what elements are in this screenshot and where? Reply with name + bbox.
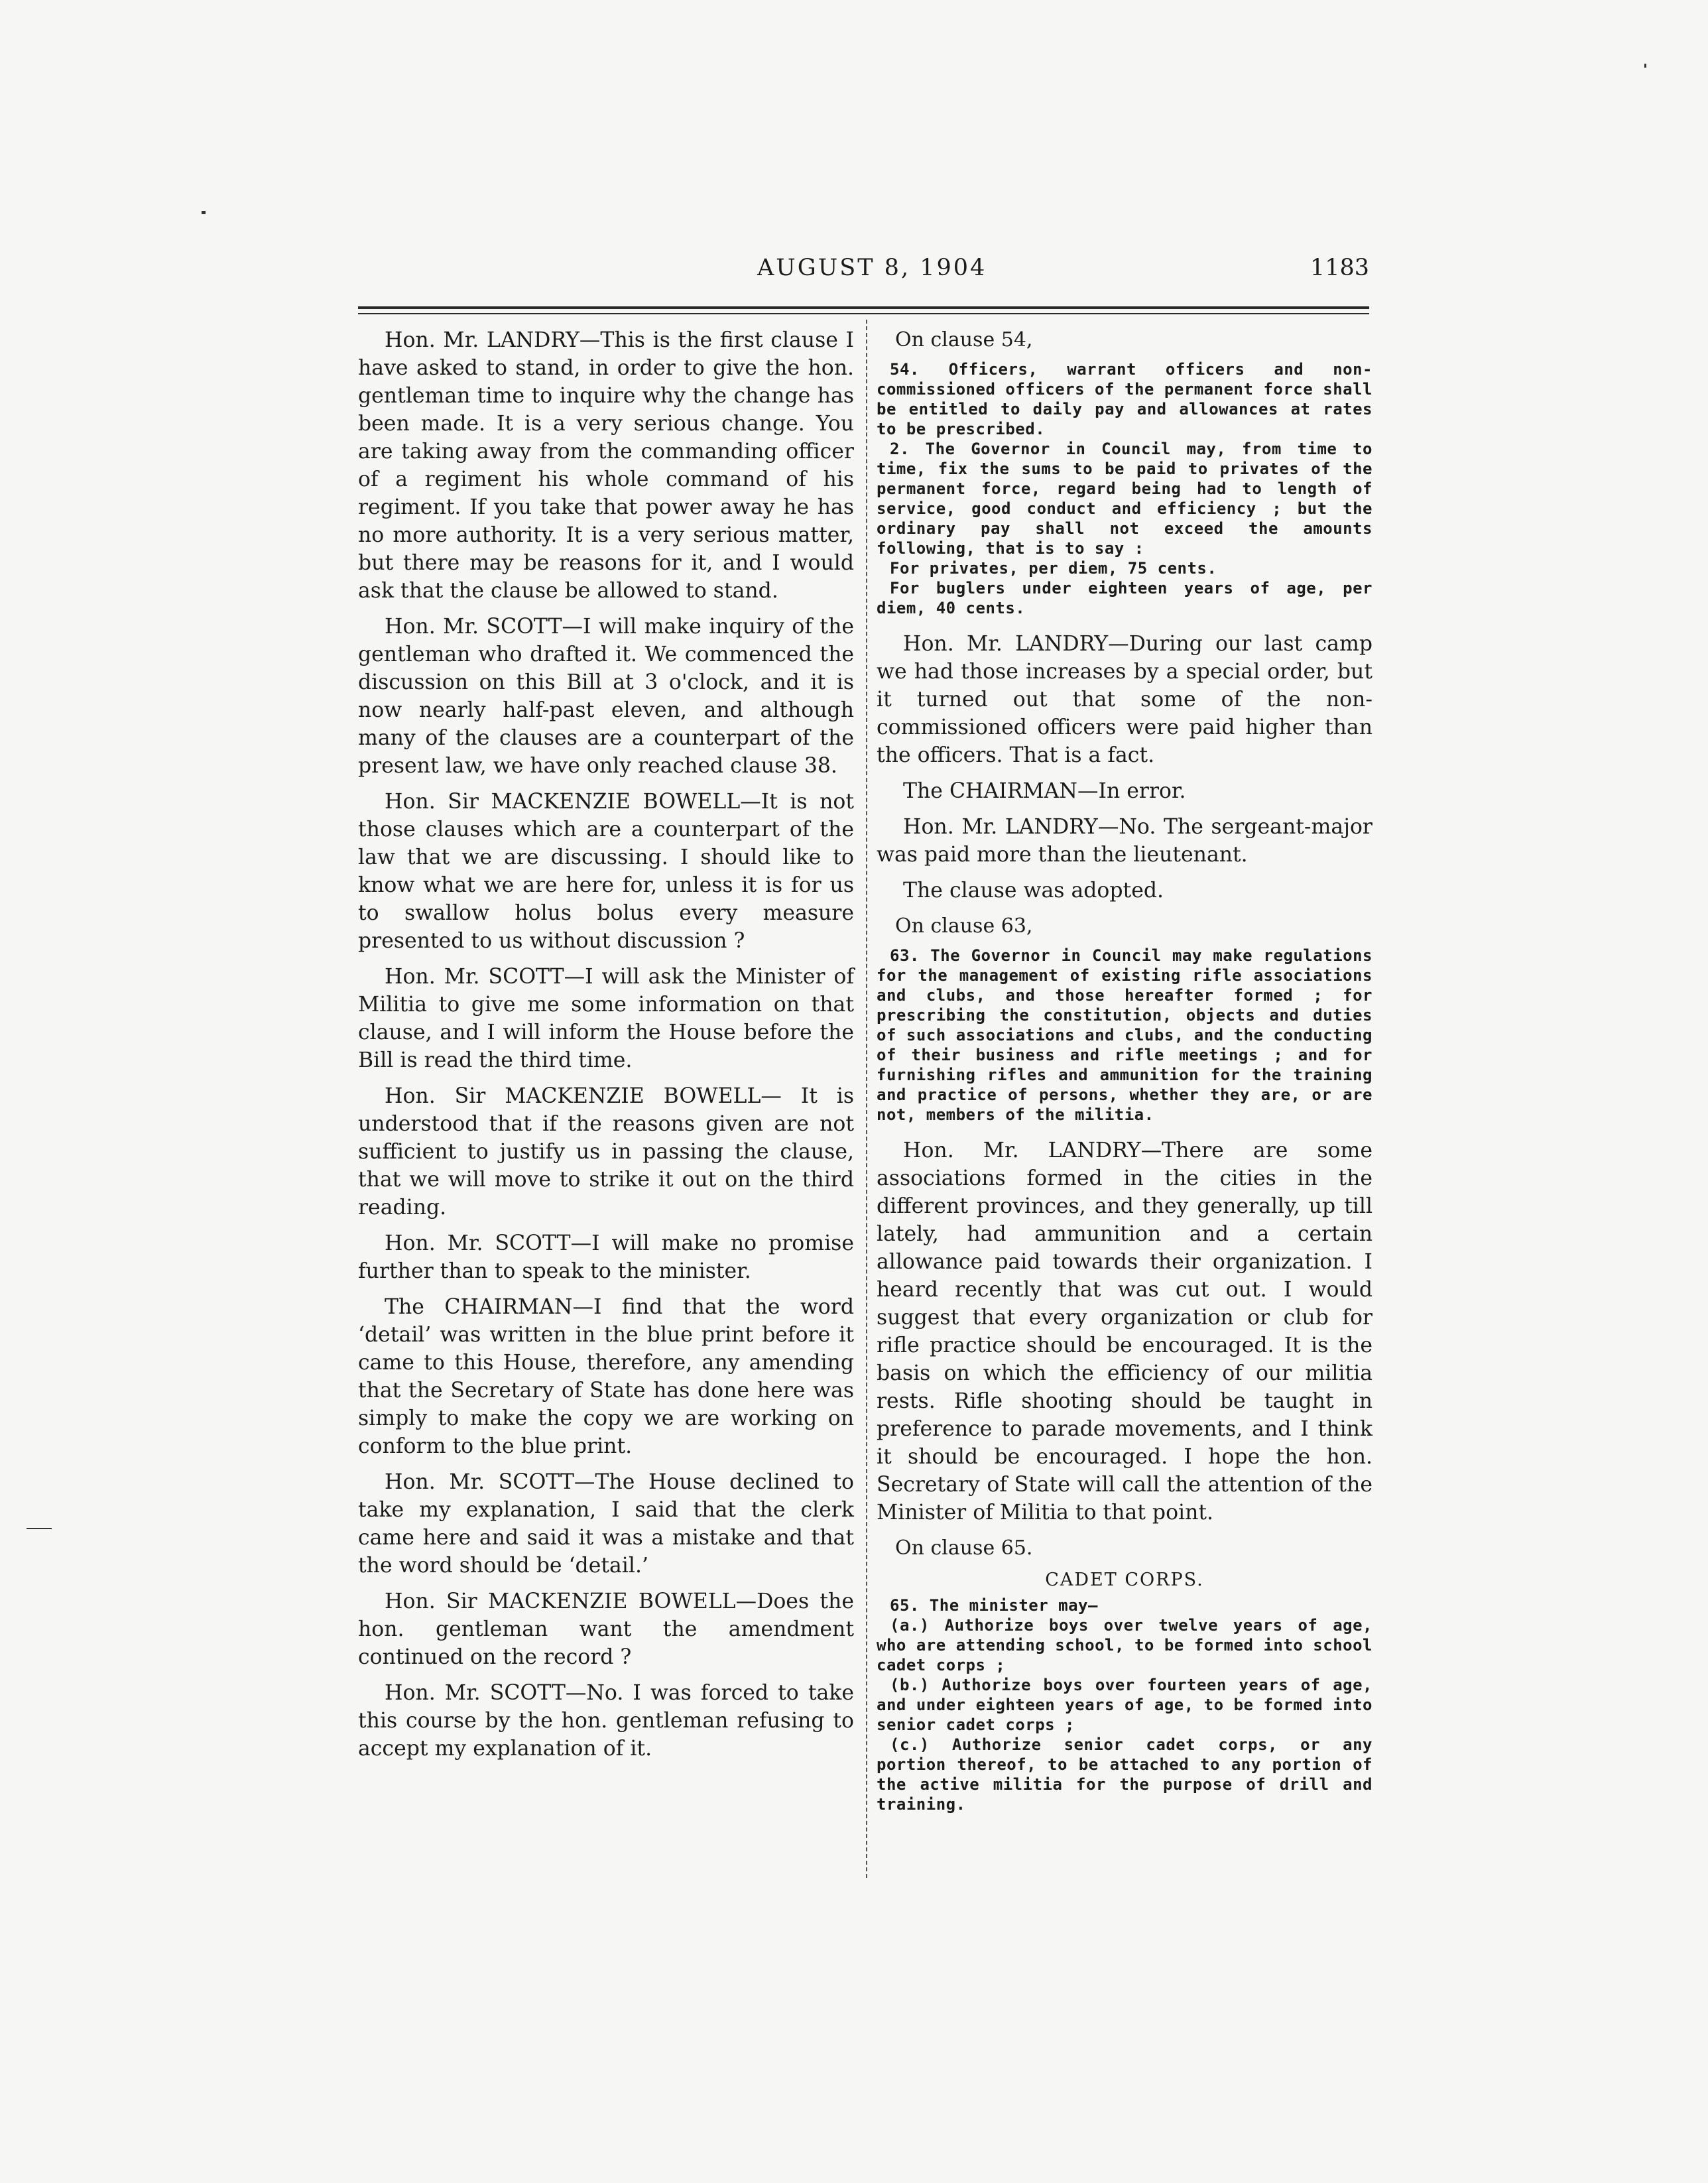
clause-paragraph: (b.) Authorize boys over fourteen years of age, and under eighteen years of age, to be formed into senior cadet corps ; [877, 1676, 1372, 1734]
scan-speck [202, 211, 206, 214]
speech-bowell: Hon. Sir MACKENZIE BOWELL—It is not those clauses which are a counterpart of the law that we are discussing. I should like to know what we are here for, unless it is for us to swallow holus bolus every measure presented to us without discussion ? [358, 790, 854, 953]
speech-scott: Hon. Mr. SCOTT—No. I was forced to take this course by the hon. gentleman refusing to accept my explanation of it. [358, 1681, 854, 1761]
page-header [358, 255, 1369, 288]
column-divider [866, 320, 867, 1878]
clause-heading: On clause 63, [895, 914, 1033, 938]
speech-bowell: Hon. Sir MACKENZIE BOWELL—Does the hon. gentleman want the amendment continued on the record ? [358, 1590, 854, 1669]
speech-bowell: Hon. Sir MACKENZIE BOWELL— It is understood that if the reasons given are not sufficient to justify us in passing the clause, that we will move to strike it out on the third reading. [358, 1084, 854, 1219]
speech-landry: Hon. Mr. LANDRY—There are some associations formed in the cities in the different provinces, and they generally, up till lately, had ammunition and a certain allowance paid towards their organization. I heard recently that was cut out. I would suggest that every organization or club for rifle practice should be encouraged. It is the basis on which the efficiency of our militia rests. Rifle shooting should be taught in preference to parade movements, and I think it should be encouraged. I hope the hon. Secretary of State will call the attention of the Minister of Militia to that point. [877, 1139, 1372, 1525]
clause-paragraph: 54. Officers, warrant officers and non-commissioned officers of the permanent force shall be entitled to daily pay and allowances at rates to be prescribed. [877, 360, 1372, 438]
section-heading: CADET CORPS. [1045, 1570, 1204, 1590]
clause-paragraph: 63. The Governor in Council may make regulations for the management of existing rifle associations and clubs, and those hereafter formed ; for prescribing the constitution, objects and duties of such associations and clubs, and the conducting of their business and rifle meetings ; and for furnishing rifles and ammunition for the training and practice of persons, whether they are, or are not, members of the militia. [877, 946, 1372, 1124]
header-date: AUGUST 8, 1904 [757, 255, 987, 281]
speech-scott: Hon. Mr. SCOTT—I will ask the Minister of Militia to give me some information on that clause, and I will inform the House before the Bill is read the third time. [358, 965, 854, 1072]
scan-mark [27, 1528, 52, 1529]
clause-adopted: The clause was adopted. [903, 879, 1164, 903]
header-rule-thin [358, 313, 1369, 314]
clause-heading: On clause 65. [895, 1536, 1033, 1560]
left-column [358, 326, 854, 1771]
clause-54-text [877, 359, 1372, 618]
page-number: 1183 [1310, 255, 1369, 281]
clause-paragraph: 2. The Governor in Council may, from time to time, fix the sums to be paid to privates of the permanent force, regard being had to length of service, good conduct and efficiency ; but the ordinary pay shall not exceed the amounts following, that is to say : [877, 440, 1372, 558]
speech-landry: Hon. Mr. LANDRY—No. The sergeant-major was paid more than the lieutenant. [877, 815, 1372, 867]
clause-paragraph: For privates, per diem, 75 cents. [890, 559, 1217, 578]
speech-scott: Hon. Mr. SCOTT—I will make inquiry of the gentleman who drafted it. We commenced the discussion on this Bill at 3 o'clock, and it is now nearly half-past eleven, and although many of the clauses are a counterpart of the present law, we have only reached clause 38. [358, 615, 854, 778]
speech-chairman: The CHAIRMAN—In error. [903, 779, 1186, 803]
clause-heading: On clause 54, [895, 328, 1033, 351]
scan-speck [1644, 64, 1646, 68]
clause-paragraph: 65. The minister may— [890, 1596, 1098, 1615]
speech-chairman: The CHAIRMAN—I find that the word ‘detail’ was written in the blue print before it came to this House, therefore, any amending that the Secretary of State has done here was simply to make the copy we are working on conform to the blue print. [358, 1295, 854, 1458]
clause-63-text [877, 946, 1372, 1125]
clause-65-text [877, 1595, 1372, 1814]
header-rule [358, 306, 1369, 309]
clause-paragraph: (a.) Authorize boys over twelve years of age, who are attending school, to be formed into school cadet corps ; [877, 1616, 1372, 1674]
clause-paragraph: (c.) Authorize senior cadet corps, or any portion thereof, to be attached to any portion of the active militia for the purpose of drill and training. [877, 1735, 1372, 1814]
clause-paragraph: For buglers under eighteen years of age, per diem, 40 cents. [877, 579, 1372, 617]
speech-scott: Hon. Mr. SCOTT—The House declined to take my explanation, I said that the clerk came here and said it was a mistake and that the word should be ‘detail.’ [358, 1470, 854, 1578]
speech-landry: Hon. Mr. LANDRY—This is the first clause I have asked to stand, in order to give the hon. gentleman time to inquire why the change has been made. It is a very serious change. You are taking away from the commanding officer of a regiment his whole command of his regiment. If you take that power away he has no more authority. It is a very serious matter, but there may be reasons for it, and I would ask that the clause be allowed to stand. [358, 328, 854, 603]
speech-scott: Hon. Mr. SCOTT—I will make no promise further than to speak to the minister. [358, 1231, 854, 1283]
right-column [877, 326, 1372, 1826]
speech-landry: Hon. Mr. LANDRY—During our last camp we had those increases by a special order, but it turned out that some of the non-commissioned officers were paid higher than the officers. That is a fact. [877, 632, 1372, 767]
